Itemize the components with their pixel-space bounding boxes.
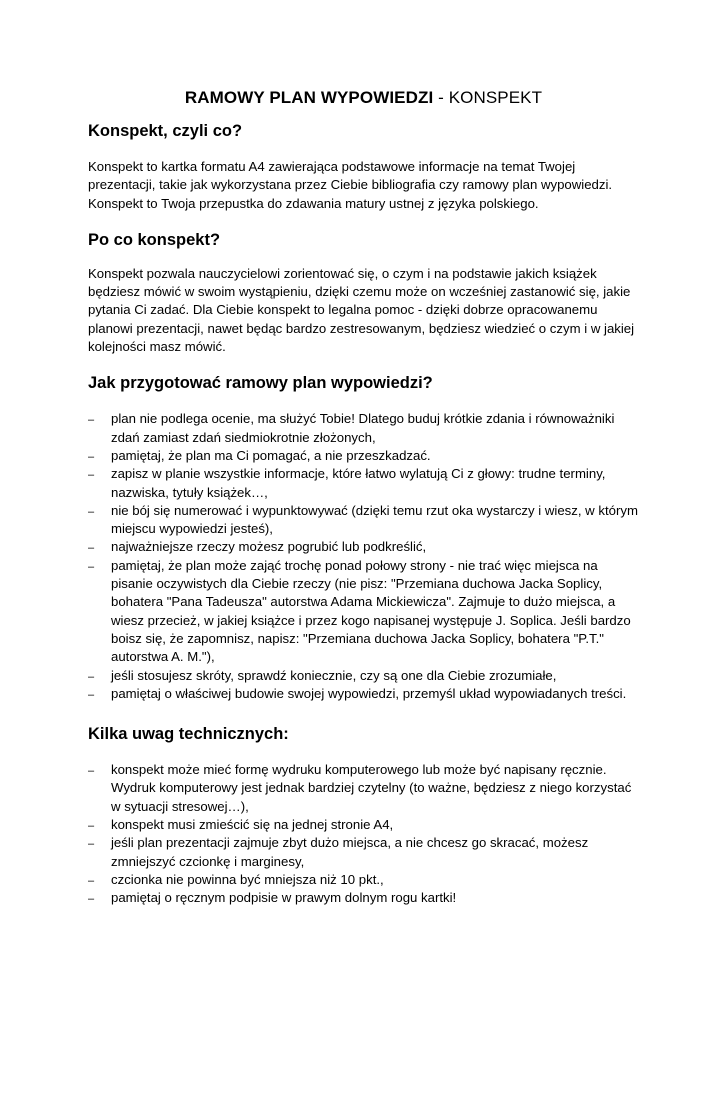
dash-bullet: –	[88, 670, 95, 683]
list-item: – konspekt musi zmieścić się na jednej stronie A4,	[88, 816, 639, 834]
list-item: – pamiętaj o właściwej budowie swojej wypowiedzi, przemyśl układ wypowiadanych treści.	[88, 685, 639, 703]
list-item: – nie bój się numerować i wypunktowywać (dzięki temu rzut oka wystarczy i wiesz, w którym miejscu wypowiedzi jesteś),	[88, 502, 638, 537]
list-item: – plan nie podlega ocenie, ma służyć Tobie! Dlatego buduj krótkie zdania i równoważniki zdań zamiast zdań siedmiokrotnie złożonych,	[88, 411, 615, 445]
dash-bullet: –	[88, 893, 95, 906]
list-item: – pamiętaj, że plan może zająć trochę ponad połowy strony - nie trać więc miejsca na pisanie oczywistych dla Ciebie rzeczy (nie pisz: "Przemiana duchowa Jacka Soplicy, bohatera "Pana Tadeusza" autorstwa Adama Mickiewicza". Zajmuje to dużo miejsca, a wiesz przecież, w jakiej książce i przez kogo napisanej występuje J. Soplica. Jeśli bardzo boisz się, że zapomnisz, napisz: "Przemiana duchowa Jacka Soplicy, bohatera "P.T." autorstwa A. M."),	[88, 557, 631, 665]
list-item: – konspekt może mieć formę wydruku komputerowego lub może być napisany ręcznie. Wydruk komputerowy jest jednak bardziej czytelny (to ważne, będziesz z niego korzystać w sytuacji stresowej…),	[88, 762, 632, 814]
section-heading-why: Po co konspekt?	[88, 230, 221, 249]
section-paragraph-what: Konspekt to kartka formatu A4 zawierająca podstawowe informacje na temat Twojej prezentacji, takie jak wykorzystana przez Ciebie bibliografia czy ramowy plan wypowiedzi. Konspekt to Twoja przepustka do zdawania matury ustnej z języka polskiego.	[88, 159, 613, 211]
list-item: – pamiętaj, że plan ma Ci pomagać, a nie przeszkadzać.	[88, 447, 639, 465]
dash-bullet: –	[88, 505, 95, 518]
dash-bullet: –	[88, 820, 95, 833]
list-item: – zapisz w planie wszystkie informacje, które łatwo wylatują Ci z głowy: trudne terminy, nazwiska, tytuły książek…,	[88, 466, 606, 500]
dash-bullet: –	[88, 542, 95, 555]
list-item: – czcionka nie powinna być mniejsza niż 10 pkt.,	[88, 871, 639, 889]
section-heading-technical: Kilka uwag technicznych:	[88, 725, 289, 744]
list-item: – pamiętaj o ręcznym podpisie w prawym dolnym rogu kartki!	[88, 889, 639, 907]
list-item: – jeśli plan prezentacji zajmuje zbyt dużo miejsca, a nie chcesz go skracać, możesz zmniejszyć czcionkę i marginesy,	[88, 835, 589, 869]
dash-bullet: –	[88, 688, 95, 701]
title-suffix: - KONSPEKT	[433, 88, 543, 107]
dash-bullet: –	[88, 560, 95, 573]
section-heading-how: Jak przygotować ramowy plan wypowiedzi?	[88, 374, 433, 393]
list-item: – jeśli stosujesz skróty, sprawdź koniecznie, czy są one dla Ciebie zrozumiałe,	[88, 667, 639, 685]
section-heading-what: Konspekt, czyli co?	[88, 122, 243, 140]
technical-notes-list	[88, 761, 639, 907]
list-item: – najważniejsze rzeczy możesz pogrubić lub podkreślić,	[88, 538, 639, 556]
dash-bullet: –	[88, 874, 95, 887]
document-page	[0, 87, 725, 1111]
document-title	[88, 87, 639, 109]
how-to-list	[88, 410, 639, 703]
section-paragraph-why: Konspekt pozwala nauczycielowi zorientować się, o czym i na podstawie jakich książek będziesz mówić w swoim wystąpieniu, dzięki czemu może on wcześniej zastanowić się, jakie pytania Ci zadać. Dla Ciebie konspekt to legalna pomoc - dzięki dobrze opracowanemu planowi prezentacji, nawet będąc bardzo zestresowanym, będziesz wiedzieć o czym i w jakiej kolejności masz mówić.	[88, 265, 635, 355]
dash-bullet: –	[88, 414, 95, 427]
dash-bullet: –	[88, 450, 95, 463]
dash-bullet: –	[88, 765, 95, 778]
dash-bullet: –	[88, 838, 95, 851]
dash-bullet: –	[88, 469, 95, 482]
title-bold: RAMOWY PLAN WYPOWIEDZI	[184, 88, 434, 107]
